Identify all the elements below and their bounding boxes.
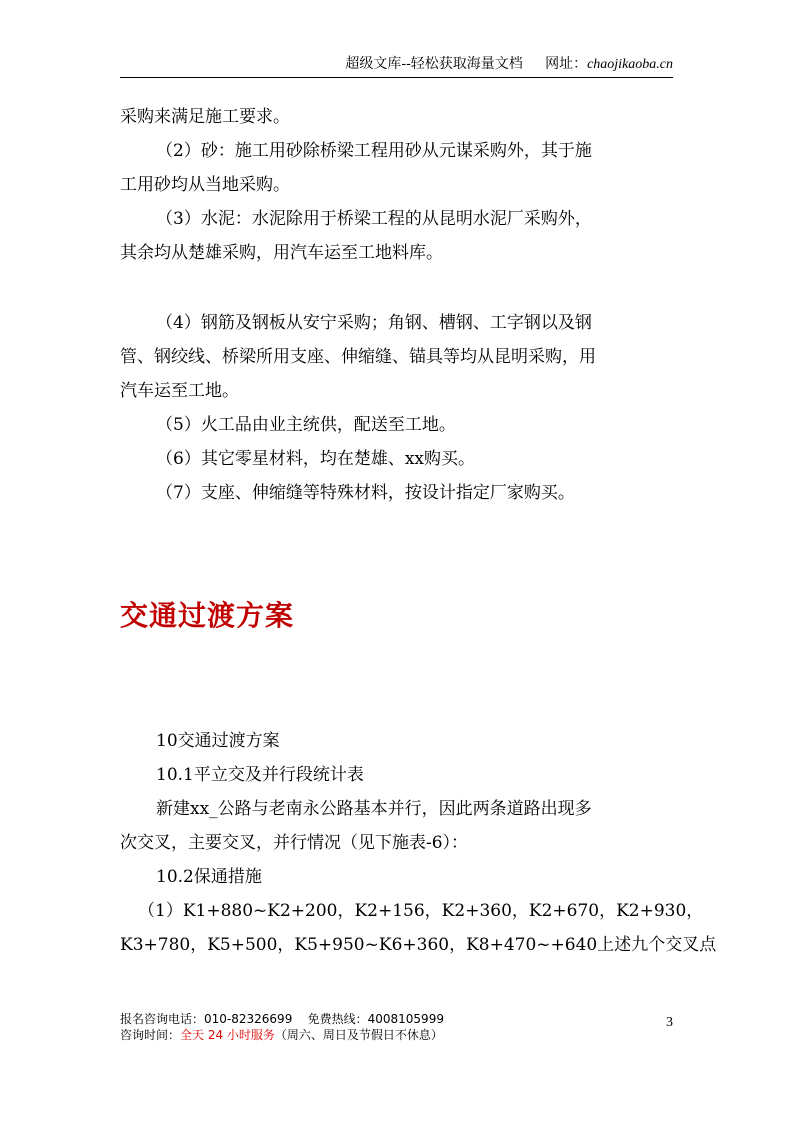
paragraph-line: （4）钢筋及钢板从安宁采购；角钢、槽钢、工字钢以及钢 <box>156 313 592 333</box>
paragraph-line: 工用砂均从当地采购。 <box>120 175 290 195</box>
paragraph-line: K3+780，K5+500，K5+950~K6+360，K8+470~+640上述九个交叉点 <box>120 935 717 955</box>
footer-hotline-label: 免费热线： <box>307 1012 368 1026</box>
paragraph-line: 汽车运至工地。 <box>120 381 239 401</box>
document-body-2 <box>120 724 717 962</box>
paragraph-line: 采购来满足施工要求。 <box>120 107 290 127</box>
footer-phone-label: 报名咨询电话： <box>120 1012 205 1026</box>
header-url[interactable]: chaojikaoba.cn <box>587 57 673 72</box>
paragraph-line: （3）水泥：水泥除用于桥梁工程的从昆明水泥厂采购外， <box>156 209 592 229</box>
paragraph-line: （5）火工品由业主统供，配送至工地。 <box>156 415 456 435</box>
paragraph-line: （2）砂：施工用砂除桥梁工程用砂从元谋采购外，其于施 <box>156 141 592 161</box>
paragraph-line: （7）支座、伸缩缝等特殊材料，按设计指定厂家购买。 <box>156 483 575 503</box>
page-footer <box>120 1011 673 1043</box>
footer-time-label: 咨询时间： <box>120 1028 181 1042</box>
paragraph-line: 10.2保通措施 <box>156 867 262 887</box>
paragraph-line: （6）其它零星材料，均在楚雄、xx购买。 <box>156 449 475 469</box>
paragraph-line: 10交通过渡方案 <box>156 731 280 751</box>
header-url-label: 网址： <box>545 56 588 72</box>
paragraph-line: 其余均从楚雄采购，用汽车运至工地料库。 <box>120 243 443 263</box>
footer-time-line <box>120 1027 673 1043</box>
footer-hotline: 4008105999 <box>367 1012 444 1026</box>
footer-time-highlight: 全天 24 小时服务 <box>180 1028 275 1042</box>
paragraph-line: 管、钢绞线、桥梁所用支座、伸缩缝、锚具等均从昆明采购，用 <box>120 347 596 367</box>
footer-contact-line <box>120 1011 673 1027</box>
footer-time-note: （周六、周日及节假日不休息） <box>274 1028 443 1042</box>
paragraph-line: 新建xx_公路与老南永公路基本并行，因此两条道路出现多 <box>156 799 592 819</box>
paragraph-line: （1）K1+880~K2+200，K2+156，K2+360，K2+670，K2+930， <box>138 901 704 921</box>
footer-phone: 010-82326699 <box>204 1012 293 1026</box>
document-body-1 <box>120 100 673 510</box>
page-number: 3 <box>666 1015 673 1030</box>
header-site: 超级文库--轻松获取海量文档 <box>345 56 523 72</box>
page-header <box>120 50 673 78</box>
header-text <box>345 53 673 73</box>
section-title: 交通过渡方案 <box>120 599 295 632</box>
paragraph-line: 10.1平立交及并行段统计表 <box>156 765 364 785</box>
paragraph-line: 次交叉，主要交叉，并行情况（见下施表-6）： <box>120 833 469 853</box>
